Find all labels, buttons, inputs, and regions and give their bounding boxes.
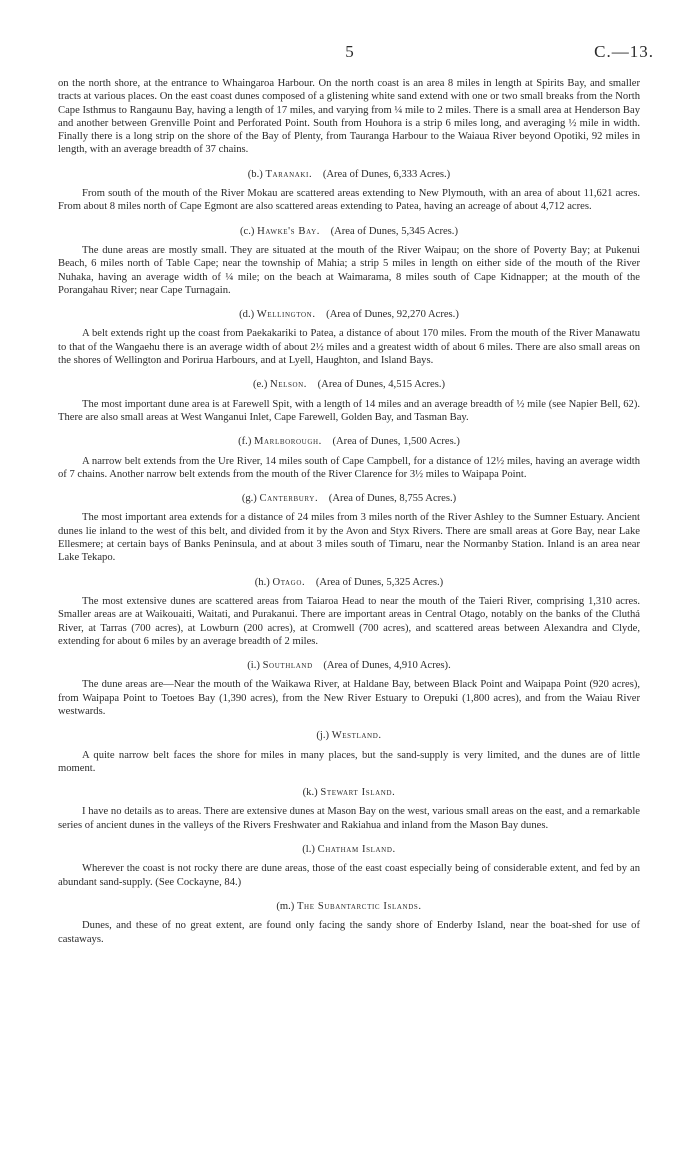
section-letter: (b.) bbox=[247, 168, 263, 180]
document-body bbox=[58, 77, 640, 946]
section-letter: (e.) bbox=[252, 379, 268, 391]
section-region: Canterbury. bbox=[259, 493, 319, 505]
section-heading bbox=[58, 659, 640, 672]
section-area: (Area of Dunes, 5,325 Acres.) bbox=[315, 576, 444, 588]
section-region: Stewart Island. bbox=[320, 787, 396, 799]
sections-container bbox=[58, 168, 640, 946]
section-paragraph: The dune areas are—Near the mouth of the Waikawa River, at Haldane Bay, between Black Point and Waipapa Point (920 acres), from Waipapa Point to Toetoes Bay (1,390 acres), from the New River Estuary to Orepuki (1,800 acres), and from the Waiau River westwards. bbox=[58, 679, 640, 717]
section-letter: (i.) bbox=[247, 660, 260, 672]
section-paragraph: Wherever the coast is not rocky there are dune areas, those of the east coast especially being of considerable extent, and fed by an abundant sand-supply. (See Cockayne, 84.) bbox=[58, 863, 640, 888]
section-heading bbox=[58, 168, 640, 181]
section-heading bbox=[58, 900, 640, 913]
section-heading bbox=[58, 308, 640, 321]
section-heading bbox=[58, 576, 640, 589]
section-letter: (m.) bbox=[276, 900, 295, 912]
section-letter: (l.) bbox=[302, 844, 315, 856]
section-paragraph: A narrow belt extends from the Ure River, 14 miles south of Cape Campbell, for a distance of 12½ miles, having an average width of 7 chains. Another narrow belt extends from the mouth of the River Clarence for 3½ miles to Waipapa Point. bbox=[58, 455, 640, 480]
document-reference: C.—13. bbox=[594, 42, 654, 61]
section-paragraph: I have no details as to areas. There are extensive dunes at Mason Bay on the west, various small areas on the east, and a remarkable series of ancient dunes in the valleys of the Rivers Freshwater and Rakiahua and inland from the Mason Bay dunes. bbox=[58, 806, 640, 831]
section-heading bbox=[58, 786, 640, 799]
section-region: Marlborough. bbox=[254, 436, 322, 448]
section-paragraph: The most important dune area is at Farewell Spit, with a length of 14 miles and an average breadth of ½ mile (see Napier Bell, 62). There are also small areas at West Wanganui Inlet, Cape Farewell, Golden Bay, and Tasman Bay. bbox=[58, 398, 640, 423]
section-region: Wellington. bbox=[256, 309, 316, 321]
section-region: Nelson. bbox=[270, 379, 308, 391]
section-region: Otago. bbox=[272, 576, 306, 588]
section-paragraph: Dunes, and these of no great extent, are found only facing the sandy shore of Enderby Island, near the boat-shed for use of castaways. bbox=[58, 920, 640, 945]
section-area: (Area of Dunes, 5,345 Acres.) bbox=[330, 225, 458, 237]
section-heading bbox=[58, 378, 640, 391]
section-paragraph: A quite narrow belt faces the shore for miles in many places, but the sand-supply is very limited, and the dunes are of little moment. bbox=[58, 749, 640, 774]
section-heading bbox=[58, 435, 640, 448]
section-letter: (h.) bbox=[254, 576, 270, 588]
section-area: (Area of Dunes, 4,515 Acres.) bbox=[317, 379, 446, 391]
section-paragraph: The most important area extends for a distance of 24 miles from 3 miles north of the River Ashley to the Sumner Estuary. Ancient dunes lie inland to the west of this belt, and divided from it by the Avon and Styx Rivers. There are small areas at Gore Bay, near Lake Ellesmere; at certain bays of Banks Peninsula, and at about 3 miles south of Timaru, near the Normanby Station. Inland is an area near Lake Tekapo. bbox=[58, 512, 640, 564]
section-letter: (c.) bbox=[240, 225, 255, 237]
section-region: Southland bbox=[262, 660, 313, 672]
page-number: 5 bbox=[345, 42, 355, 61]
section-region: Westland. bbox=[331, 730, 382, 742]
section-region: Chatham Island. bbox=[317, 844, 396, 856]
section-region: Hawke's Bay. bbox=[257, 225, 320, 237]
section-paragraph: The dune areas are mostly small. They are situated at the mouth of the River Waipau; on the shore of Poverty Bay; at Pukenui Beach, 6 miles north of Table Cape; near the township of Mahia; a strip 5 miles in length on either side of the mouth of the River Nuhaka, having an average width of ¼ mile; on the beach at Waimarama, 8 miles south of Cape Kidnapper; at the mouth of the Porangahau River; near Cape Turnagain. bbox=[58, 244, 640, 296]
section-area: (Area of Dunes, 6,333 Acres.) bbox=[322, 168, 451, 180]
section-letter: (j.) bbox=[316, 730, 330, 742]
section-paragraph: From south of the mouth of the River Mokau are scattered areas extending to New Plymouth, with an area of about 11,621 acres. From about 8 miles north of Cape Egmont are also scattered areas extending to Patea, having an acreage of about 4,712 acres. bbox=[58, 188, 640, 213]
section-area: (Area of Dunes, 4,910 Acres). bbox=[323, 660, 451, 672]
section-paragraph: A belt extends right up the coast from Paekakariki to Patea, a distance of about 170 miles. From the mouth of the River Manawatu to that of the Wangaehu there is an average width of about 2½ miles and a greatest width of about 6 miles. There are also small areas on the shores of Wellington and Porirua Harbours, and at Lyell, Haughton, and Island Bays. bbox=[58, 328, 640, 367]
section-letter: (d.) bbox=[239, 309, 255, 321]
section-region: Taranaki. bbox=[265, 168, 313, 180]
section-letter: (f.) bbox=[238, 436, 252, 448]
section-paragraph: The most extensive dunes are scattered areas from Taiaroa Head to near the mouth of the Taieri River, comprising 1,310 acres. Smaller areas are at Waikouaiti, Waitati, and Purakanui. There are important areas in Central Otago, notably on the banks of the Cluthá River, at Tarras (700 acres), at Lowburn (200 acres), at Cromwell (700 acres), and scattered areas between Alexandra and Clyde, extending for about 6 miles by an average breadth of 2 miles. bbox=[58, 595, 640, 647]
section-letter: (k.) bbox=[302, 787, 318, 799]
section-area: (Area of Dunes, 1,500 Acres.) bbox=[332, 436, 460, 448]
section-heading bbox=[58, 729, 640, 742]
section-letter: (g.) bbox=[241, 493, 257, 505]
section-area: (Area of Dunes, 8,755 Acres.) bbox=[328, 493, 457, 505]
section-area: (Area of Dunes, 92,270 Acres.) bbox=[326, 309, 459, 321]
intro-paragraph: on the north shore, at the entrance to Whaingaroa Harbour. On the north coast is an area 8 miles in length at Spirits Bay, and smaller tracts at various places. On the east coast dunes composed of a glistening white sand extend with one or two small breaks from the North Cape Isthmus to Rangaunu Bay, having a length of 17 miles, and varying from ¼ mile to 2 miles. There is a small area at Henderson Bay and another between Grenville Point and Perforated Point. South from Houhora is a strip 6 miles long, and averaging ½ mile in width. Finally there is a long strip on the shore of the Bay of Plenty, from Tauranga Harbour to the Waiaua River beyond Opotiki, 92 miles in length, with an average breadth of 37 chains. bbox=[58, 78, 640, 156]
section-heading bbox=[58, 225, 640, 238]
section-heading bbox=[58, 492, 640, 505]
section-heading bbox=[58, 843, 640, 856]
section-region: The Subantarctic Islands. bbox=[296, 900, 422, 912]
